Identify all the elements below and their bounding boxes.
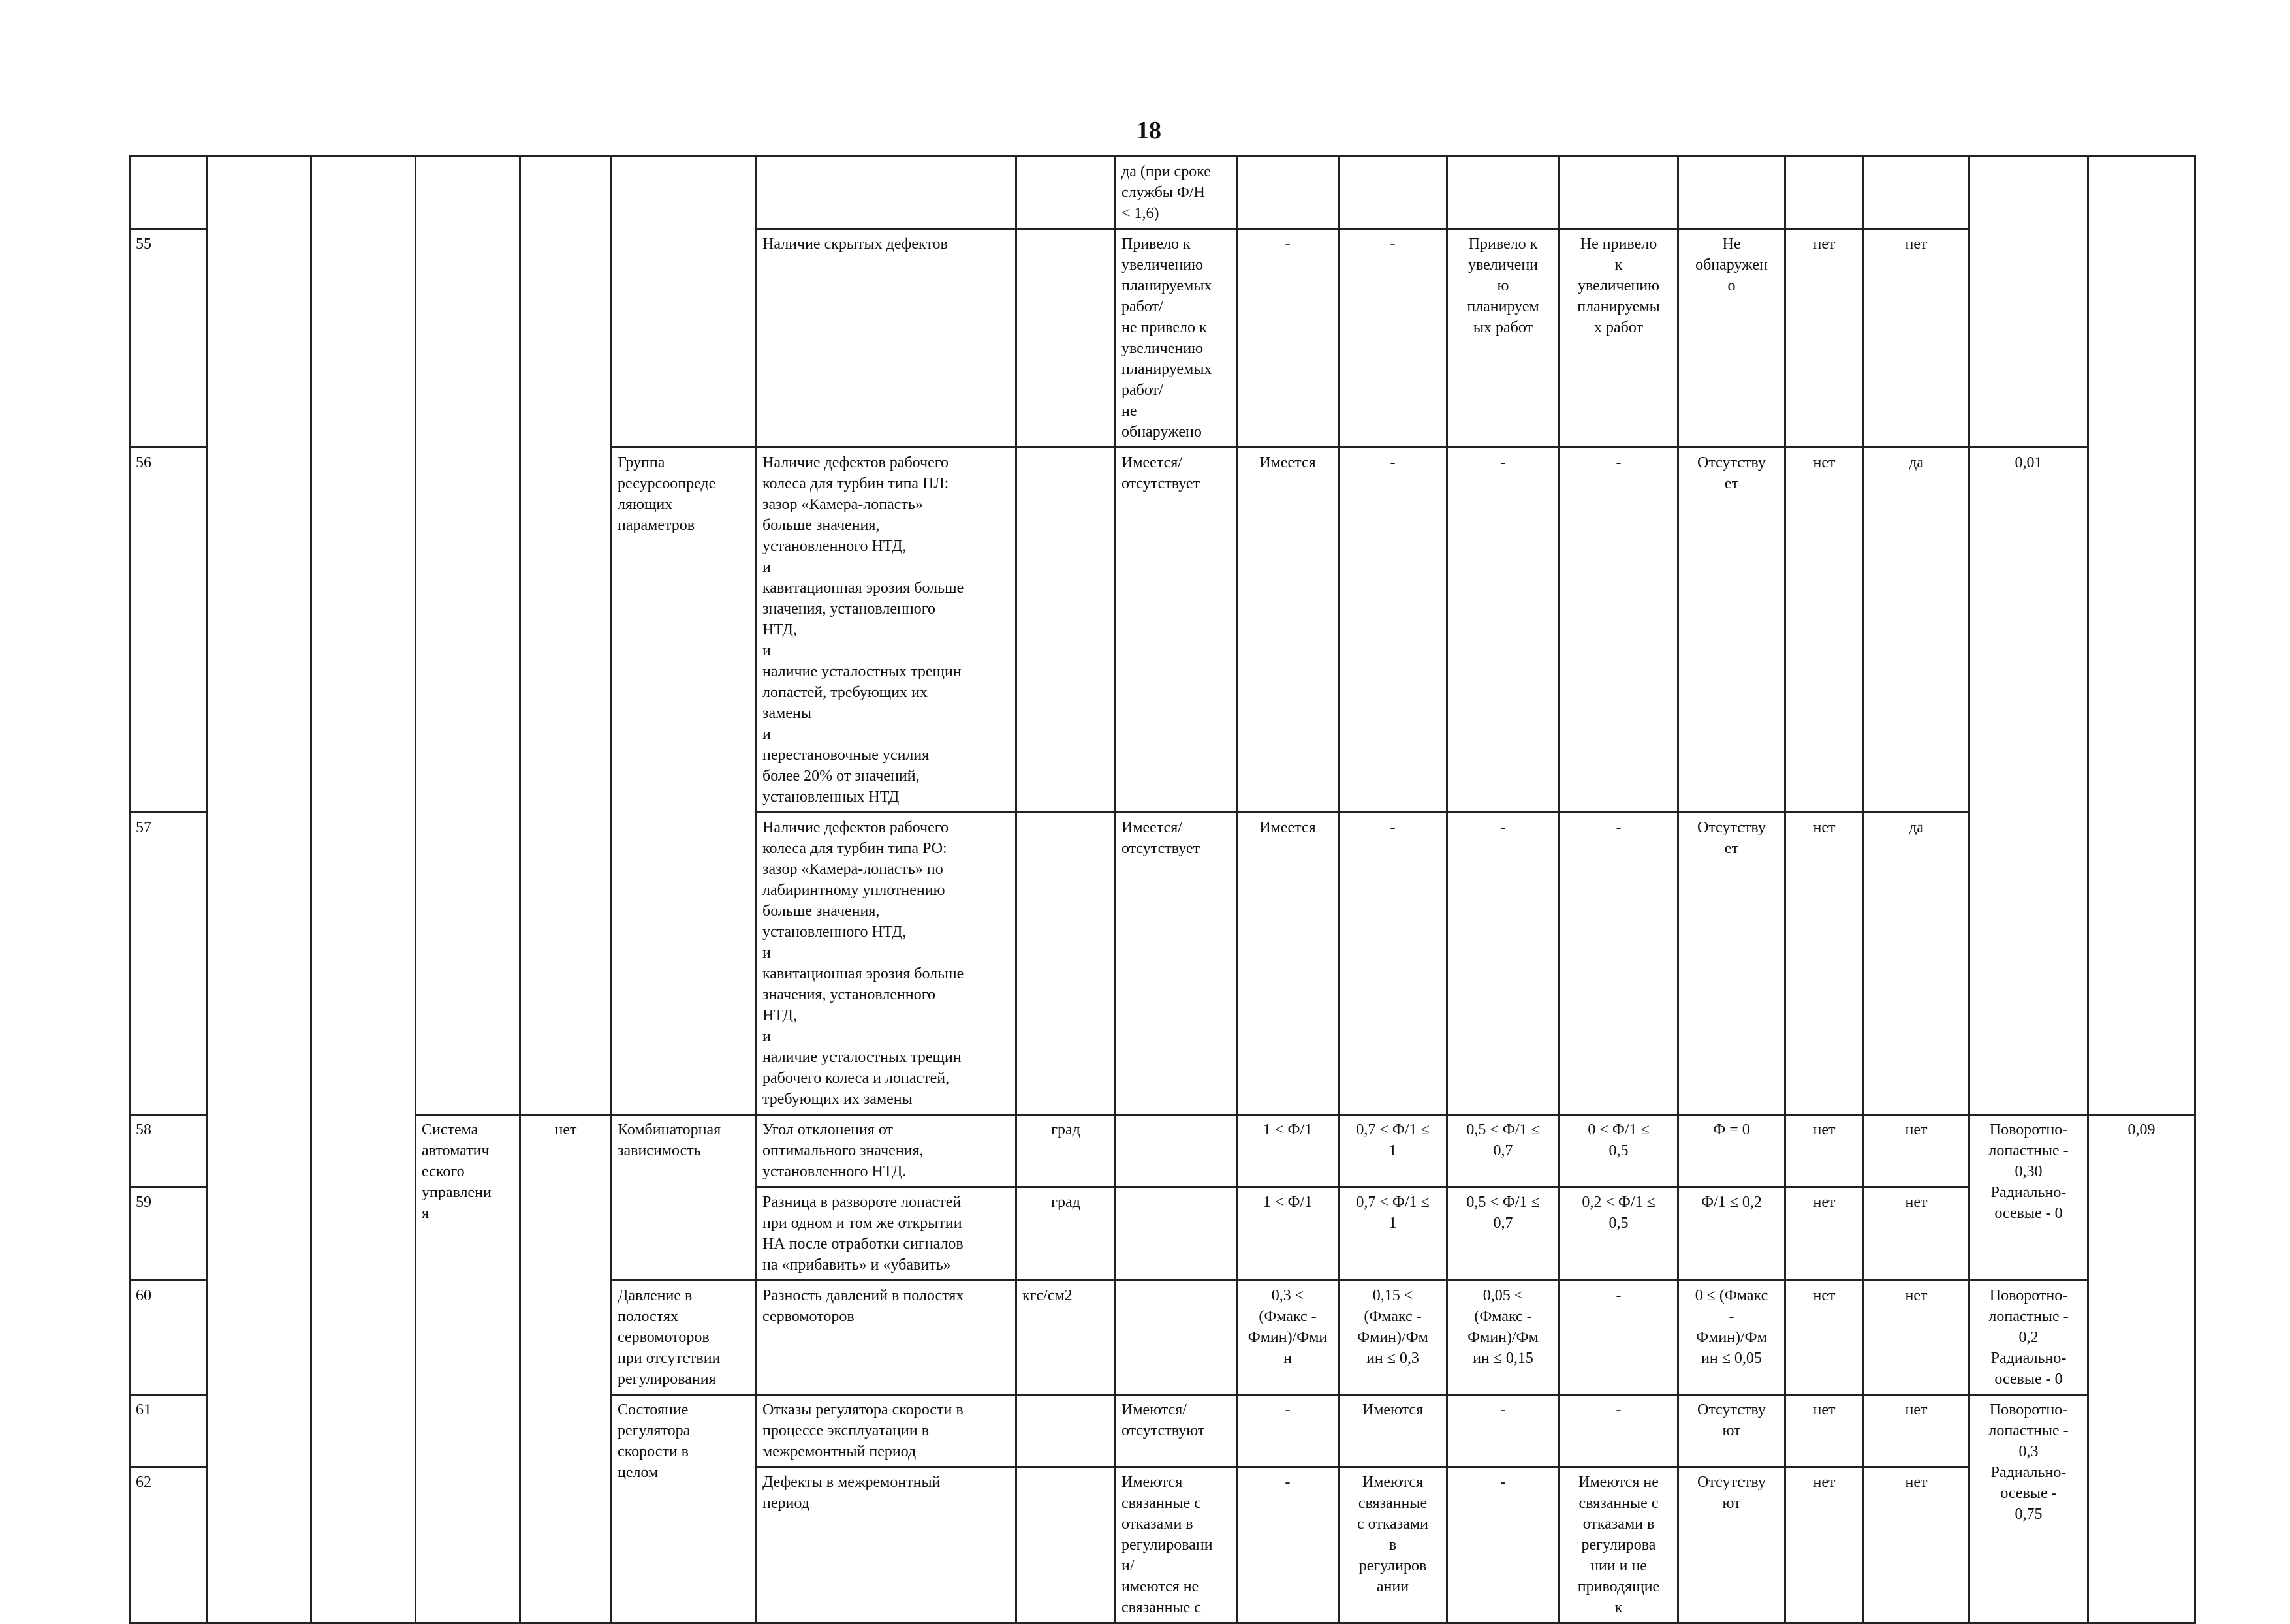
cell-l xyxy=(1237,157,1339,229)
cell-parameter: Дефекты в межремонтный период xyxy=(757,1467,1016,1623)
cell-parameter: Угол отклонения от оптимального значения, установленного НТД. xyxy=(757,1115,1016,1187)
cell-p: Отсутству ют xyxy=(1678,1395,1785,1467)
cell-o: - xyxy=(1560,813,1678,1115)
cell-m: 0,7 < Ф/1 ≤ 1 xyxy=(1339,1187,1447,1281)
row-number: 56 xyxy=(130,448,207,813)
cell-system xyxy=(416,157,520,1115)
cell-n: - xyxy=(1447,1467,1560,1623)
cell-col-c xyxy=(311,157,416,1623)
cell-unit xyxy=(1016,813,1116,1115)
cell-col-b xyxy=(207,157,311,1623)
cell-p: Ф/1 ≤ 0,2 xyxy=(1678,1187,1785,1281)
cell-values xyxy=(1116,1187,1237,1281)
cell-q: нет xyxy=(1785,1281,1864,1395)
cell-t: 0,09 xyxy=(2088,1115,2195,1623)
cell-p: 0 ≤ (Фмакс - Фмин)/Фм ин ≤ 0,05 xyxy=(1678,1281,1785,1395)
cell-r: да xyxy=(1864,448,1969,813)
cell-s xyxy=(1969,157,2088,448)
cell-q: нет xyxy=(1785,448,1864,813)
cell-l: Имеется xyxy=(1237,448,1339,813)
cell-q: нет xyxy=(1785,813,1864,1115)
cell-values: Имеется/ отсутствует xyxy=(1116,813,1237,1115)
cell-r: нет xyxy=(1864,1187,1969,1281)
cell-r: нет xyxy=(1864,1467,1969,1623)
cell-l: 1 < Ф/1 xyxy=(1237,1115,1339,1187)
cell-l: Имеется xyxy=(1237,813,1339,1115)
cell-m: 0,15 < (Фмакс - Фмин)/Фм ин ≤ 0,3 xyxy=(1339,1281,1447,1395)
cell-group: Группа ресурсоопреде ляющих параметров xyxy=(612,448,757,1115)
cell-q xyxy=(1785,157,1864,229)
cell-n: - xyxy=(1447,448,1560,813)
cell-s: Поворотно- лопастные - 0,2 Радиально- осевые - 0 xyxy=(1969,1281,2088,1395)
cell-m: - xyxy=(1339,229,1447,448)
cell-unit xyxy=(1016,448,1116,813)
cell-p: Не обнаружен о xyxy=(1678,229,1785,448)
cell-q: нет xyxy=(1785,229,1864,448)
cell-s: Поворотно- лопастные - 0,3 Радиально- осевые - 0,75 xyxy=(1969,1395,2088,1623)
cell-p: Отсутству ют xyxy=(1678,1467,1785,1623)
cell-unit: кгс/см2 xyxy=(1016,1281,1116,1395)
row-number: 61 xyxy=(130,1395,207,1467)
cell-m xyxy=(1339,157,1447,229)
cell-p: Ф = 0 xyxy=(1678,1115,1785,1187)
cell-number xyxy=(130,157,207,229)
cell-unit xyxy=(1016,229,1116,448)
cell-flag xyxy=(520,157,612,1115)
cell-o: Не привело к увеличению планируемы х работ xyxy=(1560,229,1678,448)
cell-n: Привело к увеличени ю планируем ых работ xyxy=(1447,229,1560,448)
cell-o: - xyxy=(1560,1395,1678,1467)
row-number: 58 xyxy=(130,1115,207,1187)
cell-r: нет xyxy=(1864,1115,1969,1187)
cell-values: Имеется/ отсутствует xyxy=(1116,448,1237,813)
cell-flag: нет xyxy=(520,1115,612,1623)
cell-o xyxy=(1560,157,1678,229)
cell-n: - xyxy=(1447,1395,1560,1467)
cell-p: Отсутству ет xyxy=(1678,813,1785,1115)
cell-unit: град xyxy=(1016,1115,1116,1187)
cell-q: нет xyxy=(1785,1115,1864,1187)
cell-parameter: Наличие скрытых дефектов xyxy=(757,229,1016,448)
cell-n: 0,05 < (Фмакс - Фмин)/Фм ин ≤ 0,15 xyxy=(1447,1281,1560,1395)
cell-unit xyxy=(1016,1467,1116,1623)
row-number: 57 xyxy=(130,813,207,1115)
cell-values xyxy=(1116,1281,1237,1395)
cell-group: Состояние регулятора скорости в целом xyxy=(612,1395,757,1623)
cell-values: Привело к увеличению планируемых работ/ не привело к увеличению планируемых работ/ не обнаружено xyxy=(1116,229,1237,448)
cell-parameter: Разница в развороте лопастей при одном и том же открытии НА после отработки сигналов на «прибавить» и «убавить» xyxy=(757,1187,1016,1281)
cell-group: Комбинаторная зависимость xyxy=(612,1115,757,1281)
cell-parameter: Наличие дефектов рабочего колеса для турбин типа ПЛ: зазор «Камера-лопасть» больше значения, установленного НТД, и кавитационная эрозия больше значения, установленного НТД, и наличие усталостных трещин лопастей, требующих их замены и перестановочные усилия более 20% от значений, установленных НТД xyxy=(757,448,1016,813)
cell-m: Имеются связанные с отказами в регулиров ании xyxy=(1339,1467,1447,1623)
cell-values: да (при сроке службы Ф/Н < 1,6) xyxy=(1116,157,1237,229)
cell-values xyxy=(1116,1115,1237,1187)
cell-q: нет xyxy=(1785,1395,1864,1467)
cell-o: - xyxy=(1560,448,1678,813)
cell-o: - xyxy=(1560,1281,1678,1395)
document-table xyxy=(129,155,2196,1624)
cell-t xyxy=(2088,157,2195,1115)
cell-unit: град xyxy=(1016,1187,1116,1281)
cell-parameter: Наличие дефектов рабочего колеса для турбин типа РО: зазор «Камера-лопасть» по лабиринтному уплотнению больше значения, установленного НТД, и кавитационная эрозия больше значения, установленного НТД, и наличие усталостных трещин рабочего колеса и лопастей, требующих их замены xyxy=(757,813,1016,1115)
cell-o: Имеются не связанные с отказами в регулирова нии и не приводящие к xyxy=(1560,1467,1678,1623)
page-number: 18 xyxy=(1137,117,1161,144)
cell-system: Система автоматич еского управлени я xyxy=(416,1115,520,1623)
cell-n xyxy=(1447,157,1560,229)
cell-o: 0 < Ф/1 ≤ 0,5 xyxy=(1560,1115,1678,1187)
cell-values: Имеются/ отсутствуют xyxy=(1116,1395,1237,1467)
cell-s: 0,01 xyxy=(1969,448,2088,1115)
cell-n: 0,5 < Ф/1 ≤ 0,7 xyxy=(1447,1187,1560,1281)
cell-parameter xyxy=(757,157,1016,229)
cell-l: 1 < Ф/1 xyxy=(1237,1187,1339,1281)
cell-group: Давление в полостях сервомоторов при отсутствии регулирования xyxy=(612,1281,757,1395)
cell-group xyxy=(612,157,757,448)
cell-s: Поворотно- лопастные - 0,30 Радиально- осевые - 0 xyxy=(1969,1115,2088,1281)
cell-l: - xyxy=(1237,1395,1339,1467)
cell-r: нет xyxy=(1864,229,1969,448)
cell-l: - xyxy=(1237,229,1339,448)
row-number: 60 xyxy=(130,1281,207,1395)
cell-r xyxy=(1864,157,1969,229)
row-number: 55 xyxy=(130,229,207,448)
cell-parameter: Отказы регулятора скорости в процессе эксплуатации в межремонтный период xyxy=(757,1395,1016,1467)
cell-values: Имеются связанные с отказами в регулировани и/ имеются не связанные с xyxy=(1116,1467,1237,1623)
row-number: 59 xyxy=(130,1187,207,1281)
row-number: 62 xyxy=(130,1467,207,1623)
cell-n: 0,5 < Ф/1 ≤ 0,7 xyxy=(1447,1115,1560,1187)
cell-unit xyxy=(1016,157,1116,229)
cell-p xyxy=(1678,157,1785,229)
cell-p: Отсутству ет xyxy=(1678,448,1785,813)
cell-m: 0,7 < Ф/1 ≤ 1 xyxy=(1339,1115,1447,1187)
cell-m: Имеются xyxy=(1339,1395,1447,1467)
table-row xyxy=(130,1115,2195,1187)
cell-q: нет xyxy=(1785,1467,1864,1623)
cell-parameter: Разность давлений в полостях сервомоторов xyxy=(757,1281,1016,1395)
cell-r: нет xyxy=(1864,1281,1969,1395)
cell-l: 0,3 < (Фмакс - Фмин)/Фми н xyxy=(1237,1281,1339,1395)
cell-m: - xyxy=(1339,448,1447,813)
cell-r: нет xyxy=(1864,1395,1969,1467)
cell-q: нет xyxy=(1785,1187,1864,1281)
cell-unit xyxy=(1016,1395,1116,1467)
cell-o: 0,2 < Ф/1 ≤ 0,5 xyxy=(1560,1187,1678,1281)
cell-m: - xyxy=(1339,813,1447,1115)
cell-r: да xyxy=(1864,813,1969,1115)
cell-n: - xyxy=(1447,813,1560,1115)
cell-l: - xyxy=(1237,1467,1339,1623)
table-row xyxy=(130,157,2195,229)
